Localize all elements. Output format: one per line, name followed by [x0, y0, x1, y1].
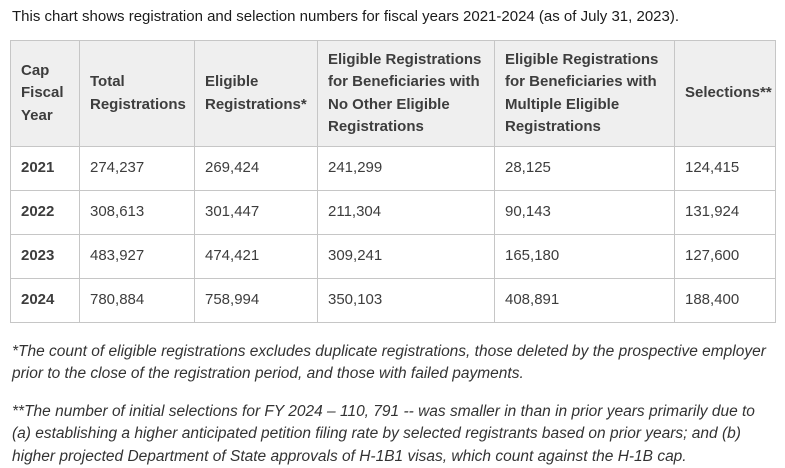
cell-total-registrations: 274,237 [80, 147, 195, 191]
registrations-table [10, 40, 776, 323]
header-cap-fiscal-year: Cap Fiscal Year [11, 41, 80, 147]
header-eligible-registrations: Eligible Registrations* [195, 41, 318, 147]
cell-year: 2023 [11, 235, 80, 279]
cell-selections: 124,415 [675, 147, 776, 191]
table-row [11, 235, 776, 279]
cell-total-registrations: 308,613 [80, 191, 195, 235]
cell-eligible-no-other: 241,299 [318, 147, 495, 191]
table-header-row [11, 41, 776, 147]
cell-eligible-registrations: 269,424 [195, 147, 318, 191]
header-eligible-no-other: Eligible Registrations for Beneficiaries with No Other Eligible Registrations [318, 41, 495, 147]
cell-selections: 188,400 [675, 279, 776, 323]
table-row [11, 279, 776, 323]
table-row [11, 147, 776, 191]
footnote-selections: **The number of initial selections for FY 2024 – 110, 791 -- was smaller in than in prior years primarily due to (a) establishing a higher anticipated petition filing rate by selected registrants based on prior years; and (b) higher projected Department of State approvals of H-1B1 visas, which count against the H-1B cap. [12, 402, 755, 465]
cell-eligible-registrations: 758,994 [195, 279, 318, 323]
intro-caption: This chart shows registration and selection numbers for fiscal years 2021-2024 (as of July 31, 2023). [12, 8, 680, 25]
cell-eligible-multiple: 90,143 [495, 191, 675, 235]
header-total-registrations: Total Registrations [80, 41, 195, 147]
cell-year: 2021 [11, 147, 80, 191]
footnote-eligible-registrations: *The count of eligible registrations excludes duplicate registrations, those deleted by the prospective employer prior to the close of the registration period, and those with failed payments. [12, 343, 766, 383]
cell-eligible-registrations: 301,447 [195, 191, 318, 235]
cell-year: 2024 [11, 279, 80, 323]
cell-eligible-no-other: 350,103 [318, 279, 495, 323]
cell-eligible-multiple: 165,180 [495, 235, 675, 279]
cell-eligible-multiple: 408,891 [495, 279, 675, 323]
footnotes-section [0, 341, 785, 468]
cell-total-registrations: 483,927 [80, 235, 195, 279]
cell-selections: 131,924 [675, 191, 776, 235]
cell-selections: 127,600 [675, 235, 776, 279]
cell-eligible-multiple: 28,125 [495, 147, 675, 191]
header-selections: Selections** [675, 41, 776, 147]
cell-eligible-no-other: 309,241 [318, 235, 495, 279]
table-row [11, 191, 776, 235]
header-eligible-multiple: Eligible Registrations for Beneficiaries with Multiple Eligible Registrations [495, 41, 675, 147]
cell-eligible-registrations: 474,421 [195, 235, 318, 279]
cell-eligible-no-other: 211,304 [318, 191, 495, 235]
cell-total-registrations: 780,884 [80, 279, 195, 323]
cell-year: 2022 [11, 191, 80, 235]
